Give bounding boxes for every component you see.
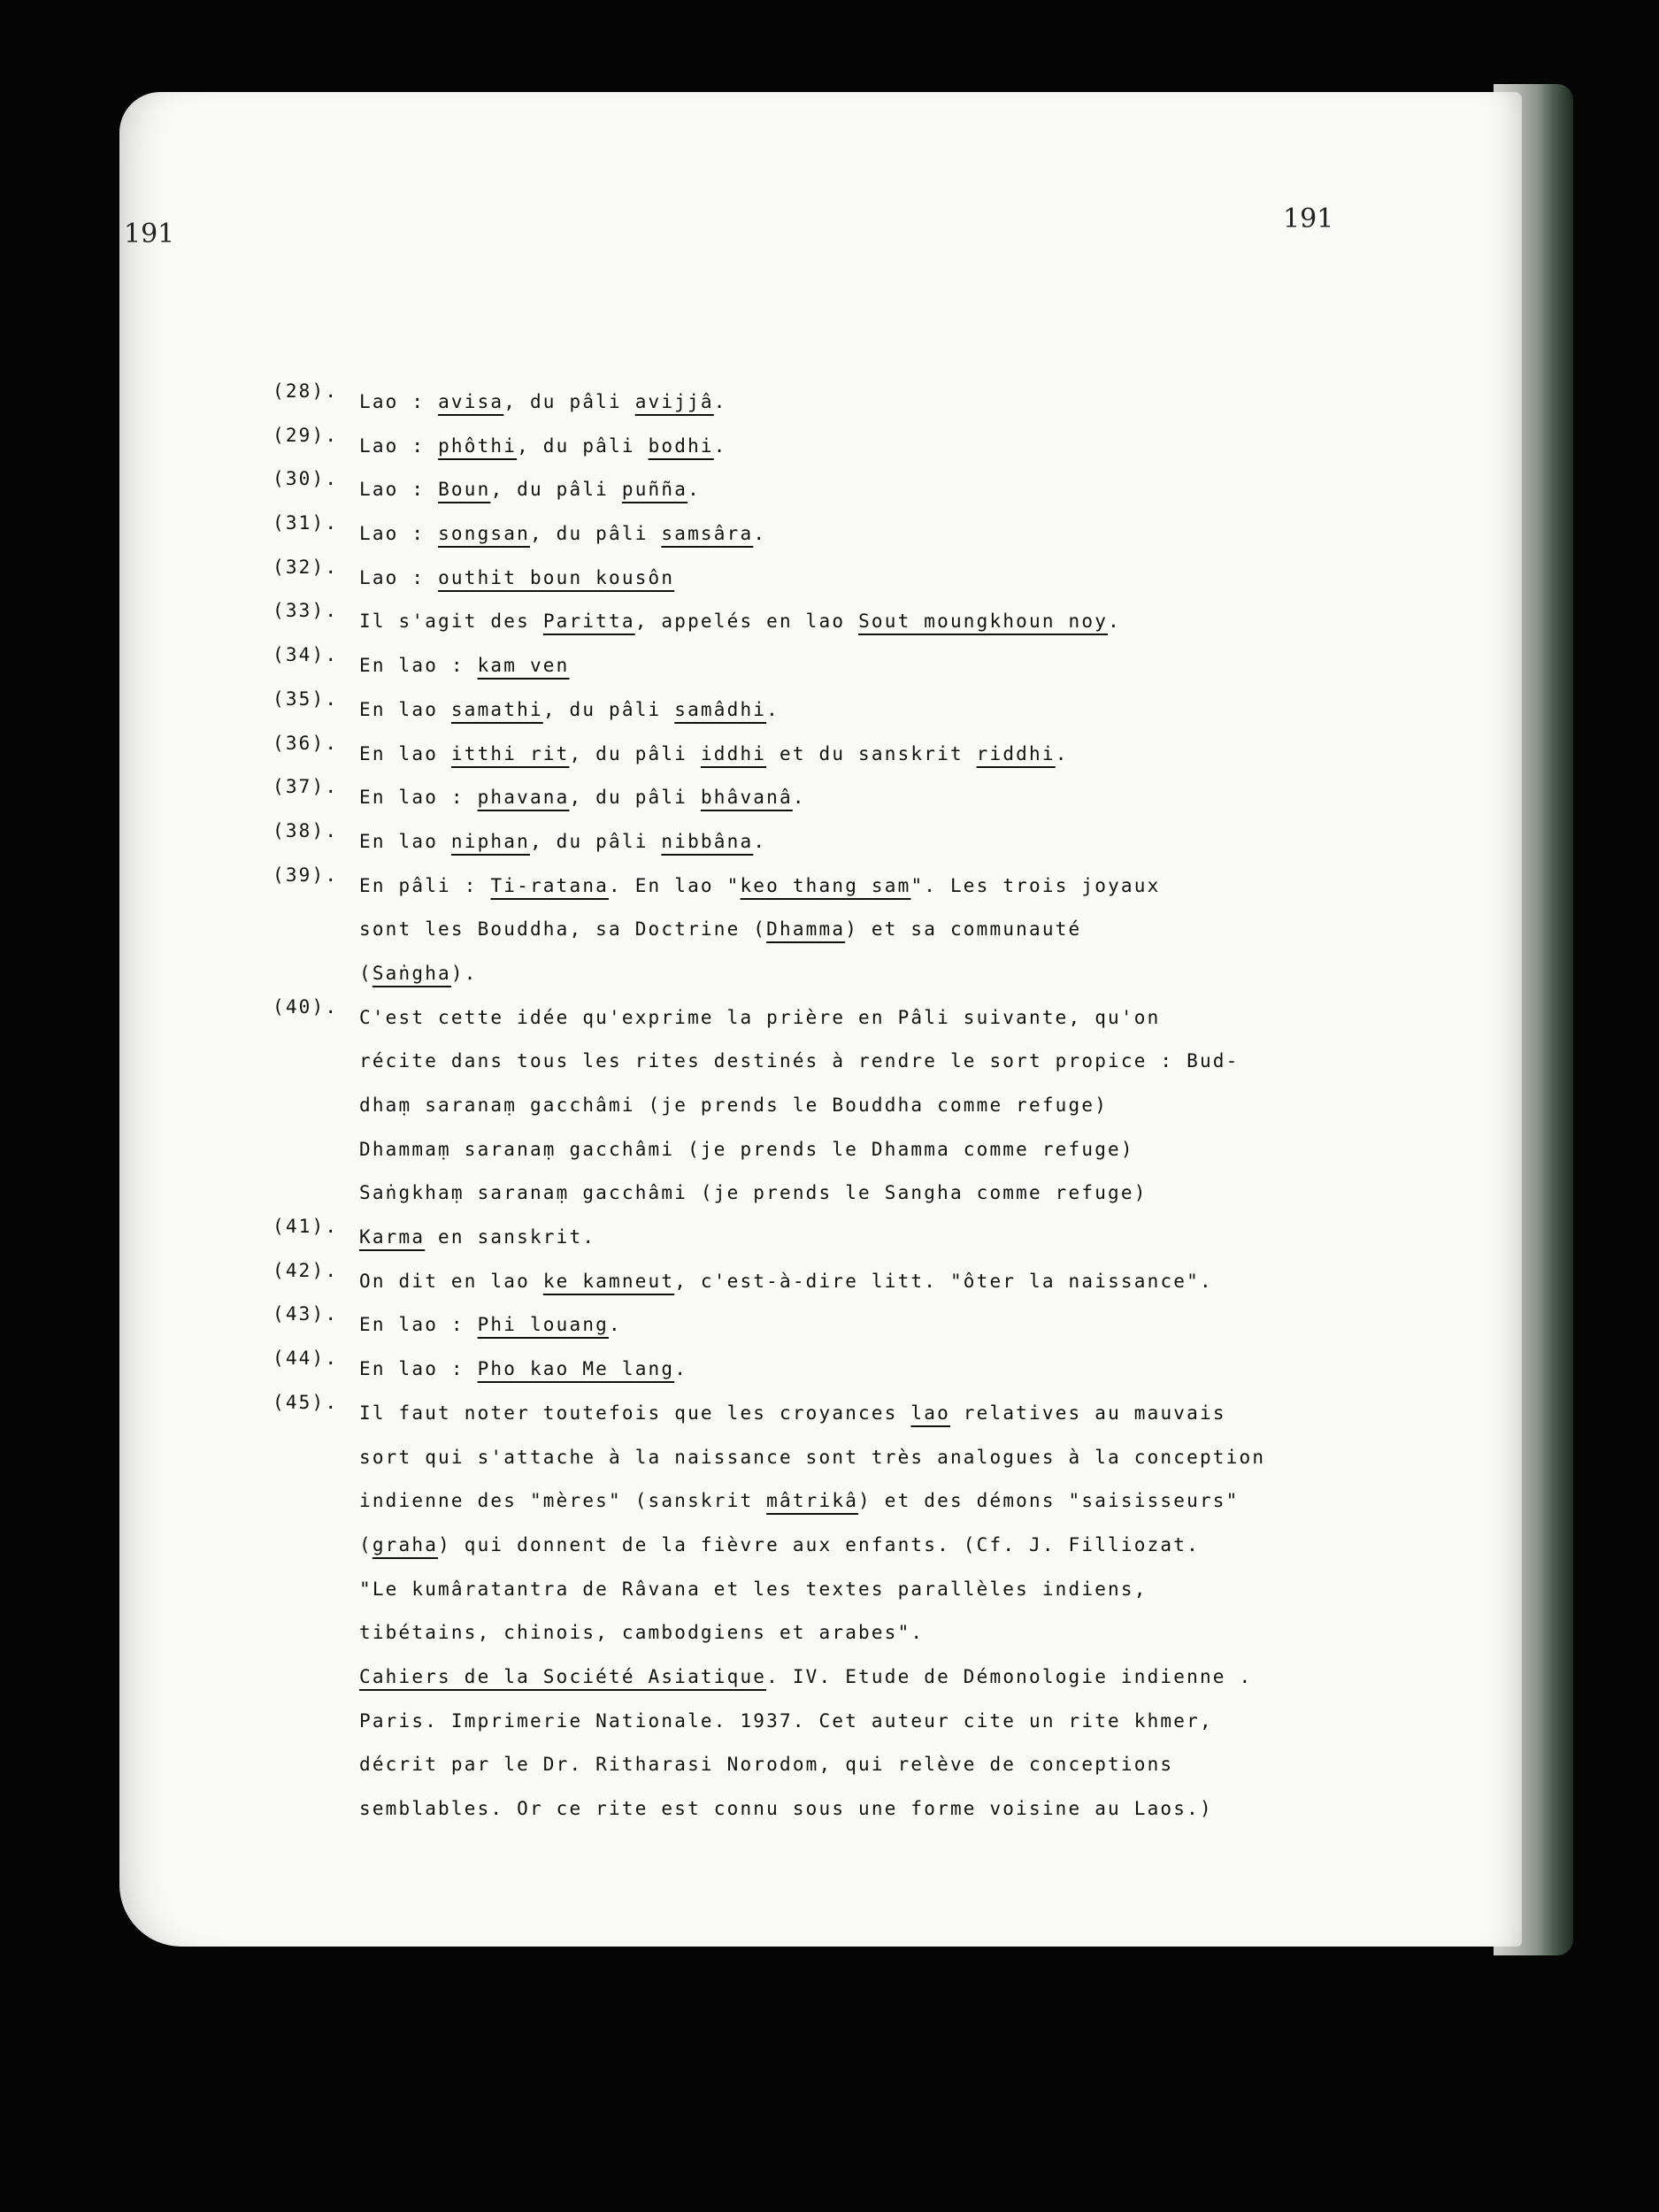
text-segment: En lao : — [359, 1358, 478, 1380]
footnote-item — [273, 864, 1334, 996]
text-segment: En lao : — [359, 787, 478, 809]
text-segment: En pâli : — [359, 874, 491, 896]
text-segment: , du pâli — [490, 479, 622, 501]
footnote-line — [359, 996, 1334, 1041]
footnote-item — [273, 644, 1334, 688]
underlined-term: phôthi — [438, 434, 518, 457]
footnote-number: (42). — [273, 1259, 339, 1281]
text-segment: et du sanskrit — [766, 742, 977, 764]
footnote-item — [273, 1303, 1334, 1348]
footnote-text — [359, 425, 1334, 469]
text-segment: ). — [450, 962, 478, 984]
footnote-item — [273, 996, 1334, 1216]
text-segment: Lao : — [359, 479, 439, 501]
text-segment: tibétains, chinois, cambodgiens et arabes". — [359, 1622, 925, 1644]
text-segment: . — [713, 434, 727, 457]
underlined-term: avisa — [438, 391, 504, 412]
text-segment: Il faut noter toutefois que les croyances — [359, 1402, 911, 1424]
underlined-term: keo thang sam — [740, 874, 911, 896]
footnote-item — [273, 1260, 1334, 1304]
footnote-text — [359, 733, 1334, 777]
text-segment: C'est cette idée qu'exprime la prière en Pâli suivante, qu'on — [359, 1006, 1161, 1028]
text-segment: Il s'agit des — [359, 611, 543, 633]
text-segment: On dit en lao — [359, 1270, 543, 1292]
footnotes-list — [273, 380, 1334, 1832]
underlined-term: Paritta — [542, 611, 635, 633]
underlined-term: samathi — [450, 698, 543, 720]
underlined-term: graha — [372, 1533, 439, 1555]
text-segment: , du pâli — [529, 830, 662, 852]
text-segment: En lao — [359, 698, 451, 720]
text-segment: . — [766, 698, 780, 720]
underlined-term: Cahiers de la Société Asiatique — [359, 1665, 767, 1687]
underlined-term: itthi rit — [450, 742, 570, 764]
footnote-text — [359, 864, 1334, 996]
text-segment: En lao — [359, 830, 451, 852]
underlined-term: nibbâna — [661, 830, 754, 852]
footnote-text — [359, 644, 1334, 688]
text-segment: indienne des "mères" (sanskrit — [359, 1490, 767, 1512]
footnote-text — [359, 996, 1334, 1216]
underlined-term: Pho kao Me lang — [477, 1358, 675, 1380]
page-number-right: 191 — [1283, 204, 1334, 234]
footnote-line — [359, 688, 1334, 733]
footnote-line — [359, 820, 1334, 864]
footnote-line — [359, 733, 1334, 777]
text-segment: en sanskrit. — [425, 1226, 596, 1248]
footnote-item — [273, 820, 1334, 864]
underlined-term: Karma — [359, 1226, 426, 1248]
underlined-term: Sout moungkhoun noy — [858, 611, 1109, 633]
footnote-line — [359, 1479, 1334, 1524]
footnote-text — [359, 512, 1334, 557]
text-segment: . — [1055, 742, 1069, 764]
text-segment: sont les Bouddha, sa Doctrine ( — [359, 918, 767, 941]
footnote-number: (31). — [273, 512, 339, 534]
underlined-term: bhâvanâ — [700, 787, 793, 809]
text-segment: Lao : — [359, 523, 439, 545]
text-segment: . — [753, 830, 767, 852]
footnote-line — [359, 468, 1334, 512]
footnote-number: (43). — [273, 1303, 339, 1325]
footnote-line — [359, 1348, 1334, 1392]
footnote-text — [359, 1303, 1334, 1348]
text-segment: , du pâli — [503, 391, 635, 412]
underlined-term: phavana — [477, 787, 570, 809]
underlined-term: riddhi — [976, 742, 1056, 764]
footnote-item — [273, 425, 1334, 469]
page-number-left: 191 — [124, 219, 175, 250]
footnote-line — [359, 600, 1334, 644]
text-segment: . IV. Etude de Démonologie indienne . — [766, 1665, 1253, 1687]
footnote-item — [273, 776, 1334, 820]
footnote-text — [359, 688, 1334, 733]
text-segment: semblables. Or ce rite est connu sous une forme voisine au Laos.) — [359, 1798, 1213, 1819]
footnote-line — [359, 1303, 1334, 1348]
footnote-number: (39). — [273, 864, 339, 886]
text-segment: récite dans tous les rites destinés à rendre le sort propice : Bud- — [359, 1050, 1240, 1072]
underlined-term: Dhamma — [766, 918, 846, 941]
underlined-term: mâtrikâ — [766, 1490, 859, 1512]
text-segment: ) et sa communauté — [845, 918, 1082, 941]
footnote-text — [359, 1348, 1334, 1392]
footnote-item — [273, 688, 1334, 733]
text-segment: ) qui donnent de la fièvre aux enfants. (Cf. J. Filliozat. — [438, 1533, 1200, 1555]
footnote-number: (40). — [273, 995, 339, 1018]
footnote-text — [359, 380, 1334, 425]
footnote-line — [359, 380, 1334, 425]
footnote-text — [359, 600, 1334, 644]
text-segment: . En lao " — [609, 874, 741, 896]
underlined-term: outhit boun kousôn — [438, 566, 675, 588]
footnote-number: (32). — [273, 556, 339, 578]
footnote-line — [359, 425, 1334, 469]
footnote-line — [359, 1524, 1334, 1568]
text-segment: relatives au mauvais — [949, 1402, 1226, 1424]
footnote-text — [359, 776, 1334, 820]
text-segment: sort qui s'attache à la naissance sont très analogues à la conception — [359, 1446, 1266, 1468]
footnote-line — [359, 1392, 1334, 1436]
text-segment: Lao : — [359, 566, 439, 588]
text-segment: Saṅgkhaṃ saranaṃ gacchâmi (je prends le Sangha comme refuge) — [359, 1182, 1148, 1204]
underlined-term: Saṅgha — [372, 962, 451, 984]
text-segment: , du pâli — [529, 523, 662, 545]
text-segment: . — [753, 523, 767, 545]
footnote-text — [359, 1392, 1334, 1832]
footnote-text — [359, 1260, 1334, 1304]
footnote-item — [273, 380, 1334, 425]
text-segment: , du pâli — [569, 787, 701, 809]
underlined-term: Ti-ratana — [490, 874, 610, 896]
underlined-term: iddhi — [700, 742, 767, 764]
footnote-line — [359, 1611, 1334, 1655]
text-segment: , du pâli — [517, 434, 649, 457]
footnote-line — [359, 1040, 1334, 1084]
text-segment: Paris. Imprimerie Nationale. 1937. Cet auteur cite un rite khmer, — [359, 1709, 1213, 1732]
text-segment: . — [687, 479, 701, 501]
footnote-item — [273, 733, 1334, 777]
text-segment: , appelés en lao — [634, 611, 859, 633]
footnote-text — [359, 468, 1334, 512]
footnote-number: (34). — [273, 644, 339, 666]
underlined-term: lao — [910, 1402, 950, 1424]
text-segment: ( — [359, 1533, 373, 1555]
footnote-line — [359, 1084, 1334, 1128]
text-segment: . — [674, 1358, 688, 1380]
underlined-term: avijjâ — [634, 391, 714, 412]
text-segment: Lao : — [359, 434, 439, 457]
text-segment: ( — [359, 962, 373, 984]
underlined-term: kam ven — [477, 655, 570, 677]
footnote-line — [359, 1700, 1334, 1744]
underlined-term: Phi louang — [477, 1314, 610, 1336]
footnote-line — [359, 1743, 1334, 1787]
footnote-item — [273, 1216, 1334, 1260]
footnote-line — [359, 776, 1334, 820]
text-segment: "Le kumâratantra de Râvana et les textes parallèles indiens, — [359, 1578, 1148, 1600]
footnote-text — [359, 820, 1334, 864]
footnote-number: (38). — [273, 819, 339, 841]
footnote-text — [359, 557, 1334, 601]
text-segment: . — [609, 1314, 622, 1336]
footnote-number: (28). — [273, 380, 339, 402]
footnote-number: (30). — [273, 468, 339, 490]
underlined-term: puñña — [621, 479, 688, 501]
footnote-line — [359, 1568, 1334, 1612]
footnote-number: (44). — [273, 1348, 339, 1370]
underlined-term: ke kamneut — [542, 1270, 675, 1292]
footnote-line — [359, 512, 1334, 557]
footnote-item — [273, 1348, 1334, 1392]
footnote-number: (35). — [273, 687, 339, 710]
footnote-line — [359, 1787, 1334, 1832]
footnote-number: (45). — [273, 1391, 339, 1413]
footnote-line — [359, 864, 1334, 909]
footnote-item — [273, 1392, 1334, 1832]
underlined-term: samsâra — [661, 523, 754, 545]
text-segment: , du pâli — [542, 698, 675, 720]
text-segment: ". Les trois joyaux — [910, 874, 1161, 896]
text-segment: . — [713, 391, 727, 412]
footnote-item — [273, 468, 1334, 512]
text-segment: , c'est-à-dire litt. "ôter la naissance". — [674, 1270, 1213, 1292]
text-segment: ) et des démons "saisisseurs" — [858, 1490, 1240, 1512]
underlined-term: Boun — [438, 479, 491, 501]
footnote-line — [359, 1260, 1334, 1304]
footnote-line — [359, 952, 1334, 996]
footnote-number: (33). — [273, 600, 339, 622]
text-segment: . — [792, 787, 806, 809]
underlined-term: samâdhi — [674, 698, 767, 720]
text-segment: Lao : — [359, 391, 439, 412]
footnote-number: (41). — [273, 1216, 339, 1238]
text-segment: En lao : — [359, 1314, 478, 1336]
footnote-number: (36). — [273, 732, 339, 754]
text-segment: décrit par le Dr. Ritharasi Norodom, qui relève de conceptions — [359, 1754, 1174, 1776]
footnote-line — [359, 1216, 1334, 1260]
underlined-term: niphan — [450, 830, 530, 852]
underlined-term: bodhi — [648, 434, 714, 457]
text-segment: En lao : — [359, 655, 478, 677]
footnote-number: (29). — [273, 424, 339, 446]
footnote-line — [359, 1171, 1334, 1216]
text-segment: dhaṃ saranaṃ gacchâmi (je prends le Bouddha comme refuge) — [359, 1094, 1109, 1116]
footnote-item — [273, 512, 1334, 557]
footnote-line — [359, 644, 1334, 688]
footnote-line — [359, 557, 1334, 601]
footnote-line — [359, 1655, 1334, 1700]
text-segment: Dhammaṃ saranaṃ gacchâmi (je prends le Dhamma comme refuge) — [359, 1138, 1134, 1160]
underlined-term: songsan — [438, 523, 530, 545]
footnote-line — [359, 1436, 1334, 1480]
footnote-number: (37). — [273, 776, 339, 798]
footnote-text — [359, 1216, 1334, 1260]
text-segment: . — [1108, 611, 1121, 633]
footnote-item — [273, 600, 1334, 644]
footnote-line — [359, 1128, 1334, 1172]
text-segment: En lao — [359, 742, 451, 764]
footnote-item — [273, 557, 1334, 601]
footnote-line — [359, 908, 1334, 952]
text-segment: , du pâli — [569, 742, 701, 764]
